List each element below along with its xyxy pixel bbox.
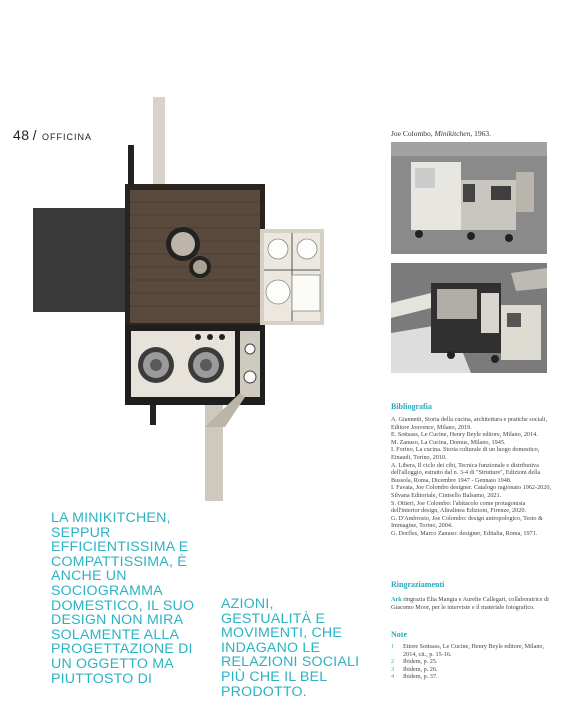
bibliography-entry: A. Libera, Il ciclo dei cibi, Tecnica funzionale e distributiva dell'alloggio, estratto dal n. 3-4 di "Strutture", Edizioni della Bussola, Roma, Dicembre 1947 - Gennaio 1948. xyxy=(391,461,541,484)
note-number: 3 xyxy=(391,665,395,673)
note-number: 4 xyxy=(391,673,395,681)
header-slash: / xyxy=(32,127,37,143)
bibliography-entry: I. Forino, La cucina. Storia culturale di un luogo domestico, Einaudi, Torino, 2010. xyxy=(391,446,540,461)
caption-work-title: Minikitchen xyxy=(434,129,471,138)
note-text: Ibidem, p. 37. xyxy=(403,673,438,681)
note-item xyxy=(391,643,551,658)
bibliography-entry: S. Ottieri, Joe Colombo: l'abitacolo come protagonista dell'interior design, Altralinea Edizioni, Firenze, 2020. xyxy=(391,499,526,515)
minikitchen-cart-photo xyxy=(391,142,547,254)
note-text: Ibidem, p. 26. xyxy=(403,665,438,673)
notes-list xyxy=(391,643,551,681)
note-number: 2 xyxy=(391,658,395,666)
page-number: 48 xyxy=(13,127,30,143)
bibliography-entry: E. Sottsass, Le Cucine, Henry Beyle editore, Milano, 2014. xyxy=(391,431,538,439)
note-item xyxy=(391,673,551,681)
minikitchen-top-view-photo xyxy=(30,97,342,501)
pull-quote-column-1: LA MINIKITCHEN, SEPPUR EFFICIENTISSIMA E COMPATTISSIMA, È ANCHE UN SOCIOGRAMMA DOMESTICO, IL SUO DESIGN NON MIRA SOLAMENTE ALLA PROGETTAZIONE DI UN OGGETTO MA PIUTTOSTO DI xyxy=(51,510,195,687)
caption-author: Joe Colombo, xyxy=(391,129,435,138)
notes-heading: Note xyxy=(391,630,407,639)
bibliography-heading: Bibliografia xyxy=(391,402,432,411)
pull-quote-column-2: AZIONI, GESTUALITÀ E MOVIMENTI, CHE INDAGANO LE RELAZIONI SOCIALI PIÙ CHE IL BEL PRODOTTO. xyxy=(221,596,360,700)
note-number: 1 xyxy=(391,643,395,650)
bibliography-entry: M. Zanuso, La Cucina, Domus, Milano, 1945. xyxy=(391,438,506,446)
acknowledgements-body: ringrazia Elia Mangia e Aurelie Callegari, collaboratrice di Giacomo Moor, per le interviste e il materiale fotografico. xyxy=(391,596,549,611)
note-item xyxy=(391,658,551,666)
acknowledgements-text xyxy=(391,596,551,611)
bibliography-entry: G. Dorfles, Marco Zanuso: designer, Editalia, Roma, 1971. xyxy=(391,529,538,537)
bibliography-entry: I. Favata, Joe Colombo designer. Catalogo ragionato 1962-2020, Silvana Editoriale, Cinisello Balsamo, 2021. xyxy=(391,484,551,499)
photo-caption xyxy=(391,129,491,138)
caption-year: , 1963. xyxy=(470,129,491,138)
note-text: Ettore Sottsass, Le Cucine, Henry Beyle editore, Milano, 2014, cit., p. 15-16. xyxy=(403,643,545,658)
acknowledgements-heading: Ringraziamenti xyxy=(391,580,445,589)
bibliography-entry: A. Giannetti, Storia della cucina, architettura e pratiche sociali, Editore Jouvence, Milano, 2019. xyxy=(391,416,547,431)
ark-name: Ark xyxy=(391,596,402,603)
note-text: Ibidem, p. 25. xyxy=(403,658,438,666)
bibliography-entry: G. D'Ambrosio, Joe Colombo: design antropologico, Testo & Immagine, Torino, 2004. xyxy=(391,514,543,530)
note-item xyxy=(391,666,551,674)
minikitchen-open-photo xyxy=(391,263,547,373)
section-name: OFFICINA xyxy=(41,132,92,142)
bibliography-list xyxy=(391,416,551,538)
